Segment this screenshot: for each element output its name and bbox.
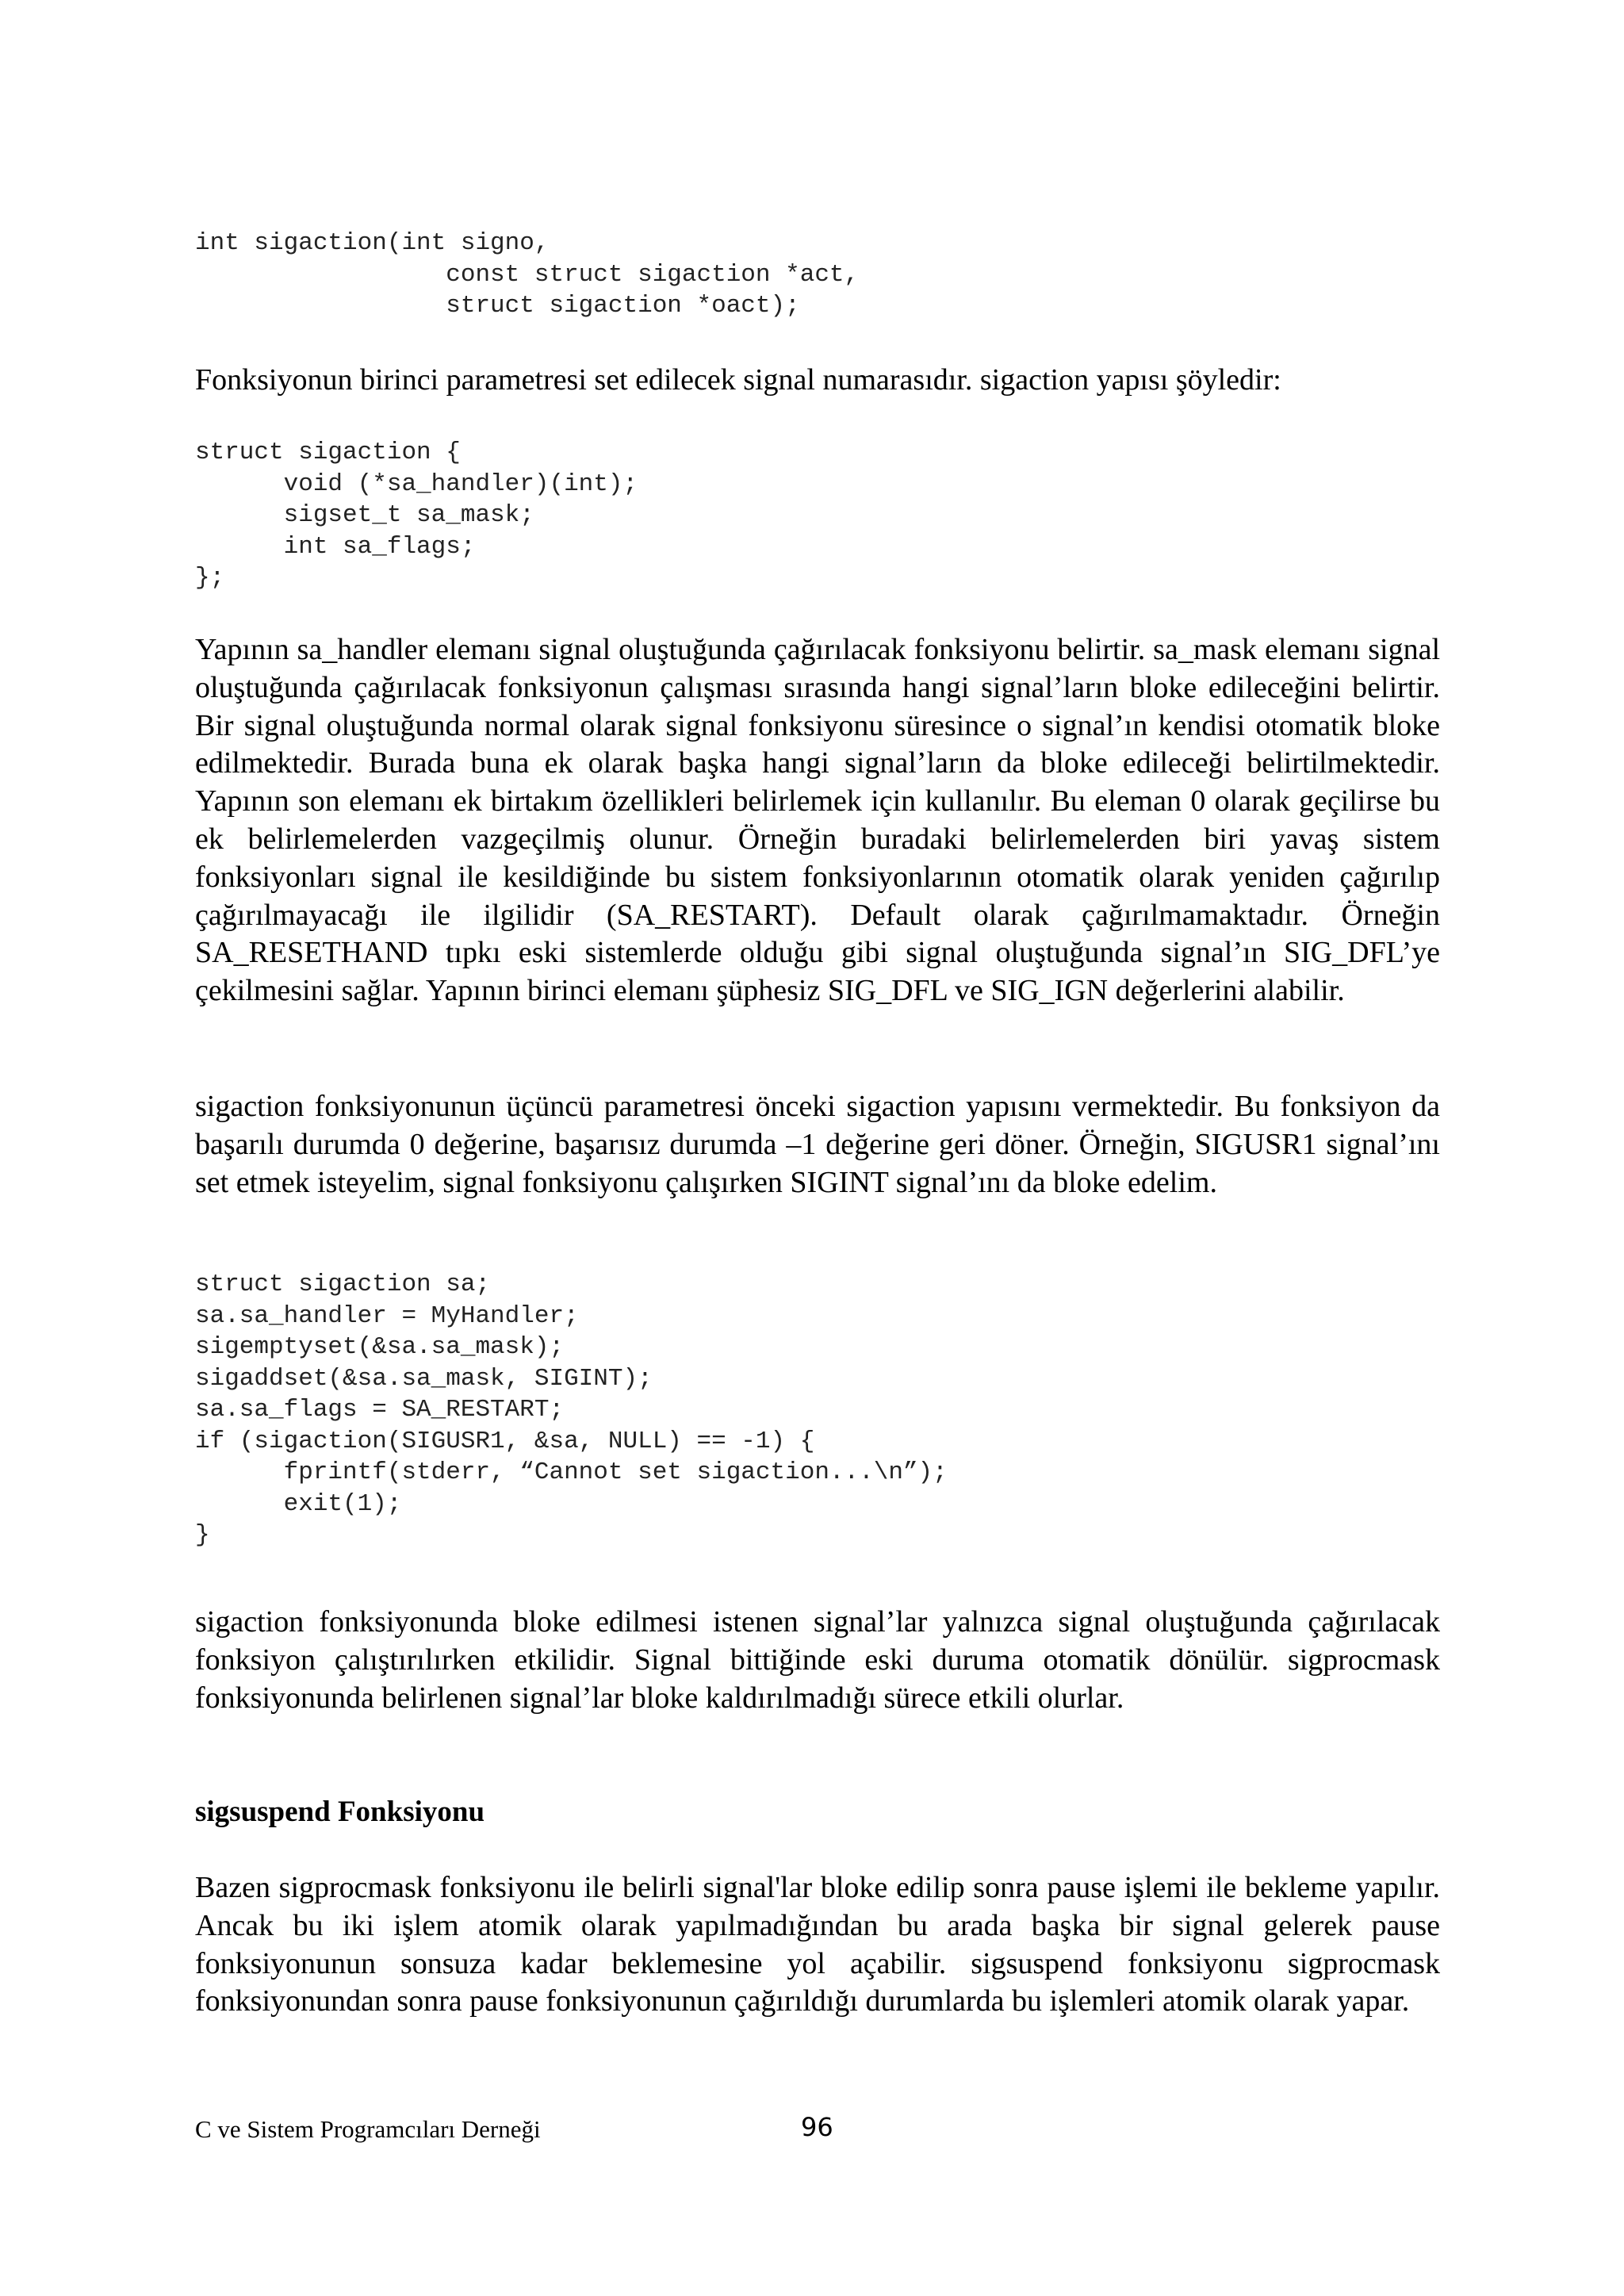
paragraph-sigsuspend: Bazen sigprocmask fonksiyonu ile belirli signal'lar bloke edilip sonra pause işlemi ile bekleme yapılır. Ancak bu iki işlem atomik olarak yapılmadığından bu arada başka bir signal gelerek pause fonksiyonunun sonsuza kadar beklemesine yol açabilir. sigsuspend fonksiyonu sigprocmask fonksiyonundan sonra pause fonksiyonunun çağırıldığı durumlarda bu işlemleri atomik olarak yapar. [195, 1871, 1440, 2018]
footer-page-number: 96 [801, 2112, 833, 2142]
paragraph-struct-members: Yapının sa_handler elemanı signal oluştuğunda çağırılacak fonksiyonu belirtir. sa_mask elemanı signal oluştuğunda çağırılacak fonksiyonun çalışması sırasında hangi signal’ların bloke edileceğini belirtir. Bir signal oluştuğunda normal olarak signal fonksiyonu süresince o signal’ın kendisi otomatik bloke edilmektedir. Burada buna ek olarak başka hangi signal’ların da bloke edileceği belirtilmektedir. Yapının son elemanı ek birtakım özellikleri belirlemek için kullanılır. Bu eleman 0 olarak geçilirse bu ek belirlemelerden vazgeçilmiş olunur. Örneğin buradaki belirlemelerden biri yavaş sistem fonksiyonları signal ile kesildiğinde bu sistem fonksiyonlarının otomatik olarak yeniden çağırılıp çağırılmayacağı ile ilgilidir (SA_RESTART). Default olarak çağırılmamaktadır. Örneğin SA_RESETHAND tıpkı eski sistemlerde olduğu gibi signal oluştuğunda signal’ın SIG_DFL’ye çekilmesini sağlar. Yapının birinci elemanı şüphesiz SIG_DFL ve SIG_IGN değerlerini alabilir. [195, 633, 1440, 1008]
footer-publisher: C ve Sistem Programcıları Derneği [195, 2115, 541, 2143]
paragraph-parameter-intro: Fonksiyonun birinci parametresi set edilecek signal numarasıdır. sigaction yapısı şöyledir: [195, 363, 1281, 397]
code-sigaction-prototype: int sigaction(int signo, const struct sigaction *act, struct sigaction *oact); [195, 229, 860, 320]
section-heading-sigsuspend: sigsuspend Fonksiyonu [195, 1796, 485, 1828]
code-sigaction-example: struct sigaction sa; sa.sa_handler = MyHandler; sigemptyset(&sa.sa_mask); sigaddset(&sa.sa_mask, SIGINT); sa.sa_flags = SA_RESTART; if (sigaction(SIGUSR1, &sa, NULL) == -1) { fprintf(stderr, “Cannot set sigaction...\n”); exit(1); } [195, 1271, 948, 1549]
code-sigaction-struct: struct sigaction { void (*sa_handler)(int); sigset_t sa_mask; int sa_flags; }; [195, 439, 638, 592]
paragraph-third-parameter: sigaction fonksiyonunun üçüncü parametresi önceki sigaction yapısını vermektedir. Bu fonksiyon da başarılı durumda 0 değerine, başarısız durumda –1 değerine geri döner. Örneğin, SIGUSR1 signal’ını set etmek isteyelim, signal fonksiyonu çalışırken SIGINT signal’ını da bloke edelim. [195, 1090, 1440, 1199]
paragraph-blocked-signals: sigaction fonksiyonunda bloke edilmesi istenen signal’lar yalnızca signal oluştuğunda çağırılacak fonksiyon çalıştırılırken etkilidir. Signal bittiğinde eski duruma otomatik dönülür. sigprocmask fonksiyonunda belirlenen signal’lar bloke kaldırılmadığı sürece etkili olurlar. [195, 1605, 1440, 1715]
